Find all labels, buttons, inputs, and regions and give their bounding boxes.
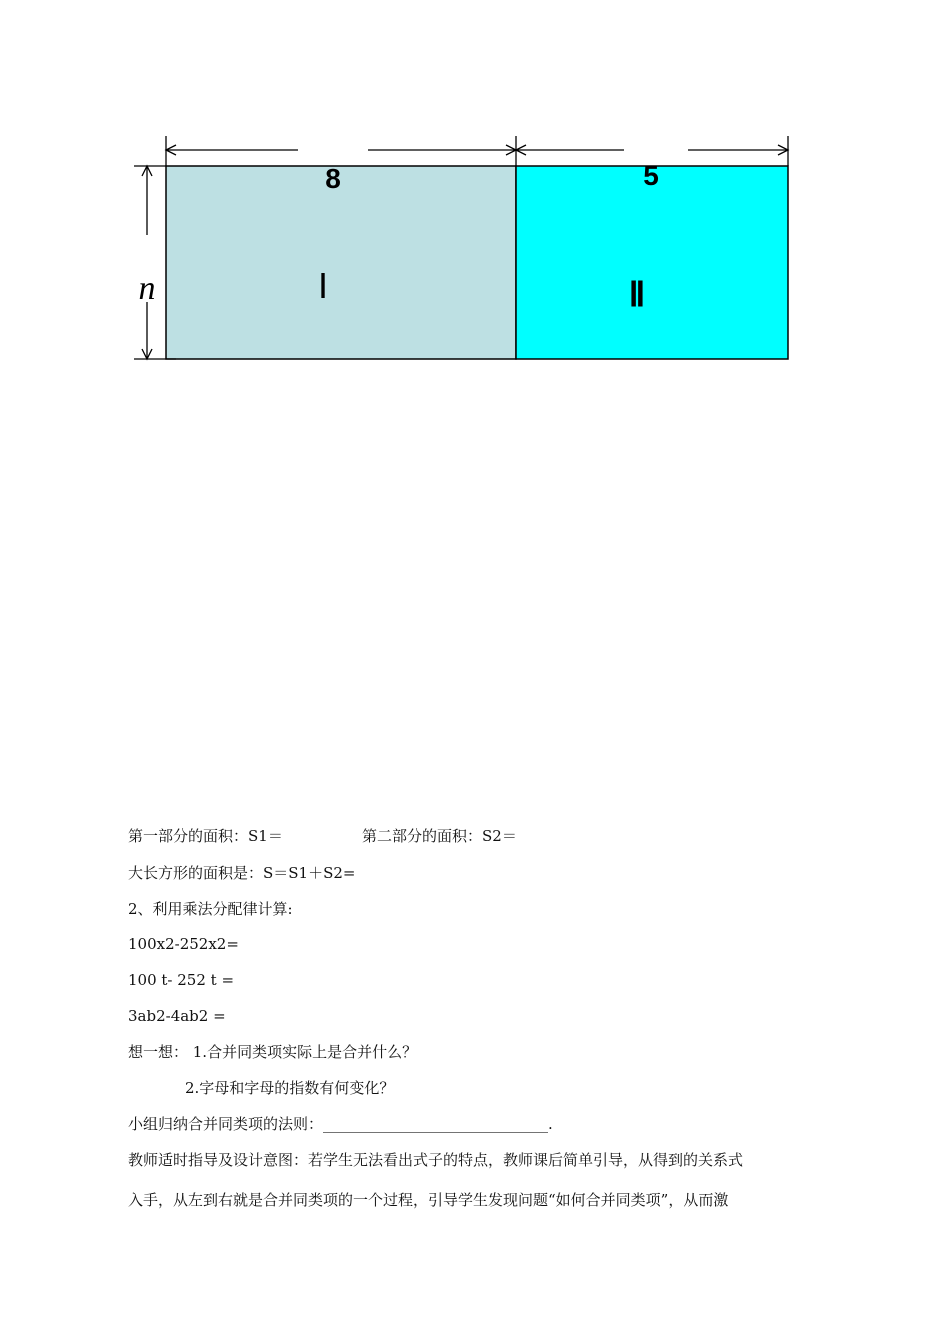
group-rule-line: 小组归纳合并同类项的法则：______________________________. — [128, 1115, 553, 1133]
width-dimension-1 — [166, 136, 788, 166]
width-label-5: 5 — [643, 160, 659, 191]
think-question-1: 想一想： 1.合并同类项实际上是合并什么？ — [128, 1043, 418, 1061]
teacher-note-line-1: 教师适时指导及设计意图：若学生无法看出式子的特点，教师课后简单引导，从得到的关系式 — [128, 1151, 744, 1169]
area-line-1a: 第一部分的面积：S1＝ — [128, 827, 283, 845]
part-2-rect — [516, 166, 788, 359]
part-1-label: Ⅰ — [317, 268, 329, 306]
distributive-heading: 2、利用乘法分配律计算: — [128, 900, 293, 918]
width-dimension-2 — [516, 145, 788, 155]
area-line-1b: 第二部分的面积：S2＝ — [362, 827, 517, 845]
area-diagram — [0, 0, 950, 400]
expression-1: 100x2-252x2= — [128, 935, 239, 953]
part-1-rect — [166, 166, 516, 359]
area-total-line: 大长方形的面积是：S＝S1＋S2= — [128, 864, 356, 882]
expression-2: 100 t- 252 t = — [128, 971, 235, 989]
height-label-n: n — [138, 270, 156, 307]
teacher-note-line-2: 入手，从左到右就是合并同类项的一个过程，引导学生发现问题“如何合并同类项”，从而激 — [128, 1191, 729, 1209]
part-2-label: Ⅱ — [628, 276, 646, 314]
expression-3: 3ab2-4ab2 = — [128, 1007, 226, 1025]
think-question-2: 2.字母和字母的指数有何变化？ — [185, 1079, 395, 1097]
width-label-8: 8 — [325, 163, 341, 194]
